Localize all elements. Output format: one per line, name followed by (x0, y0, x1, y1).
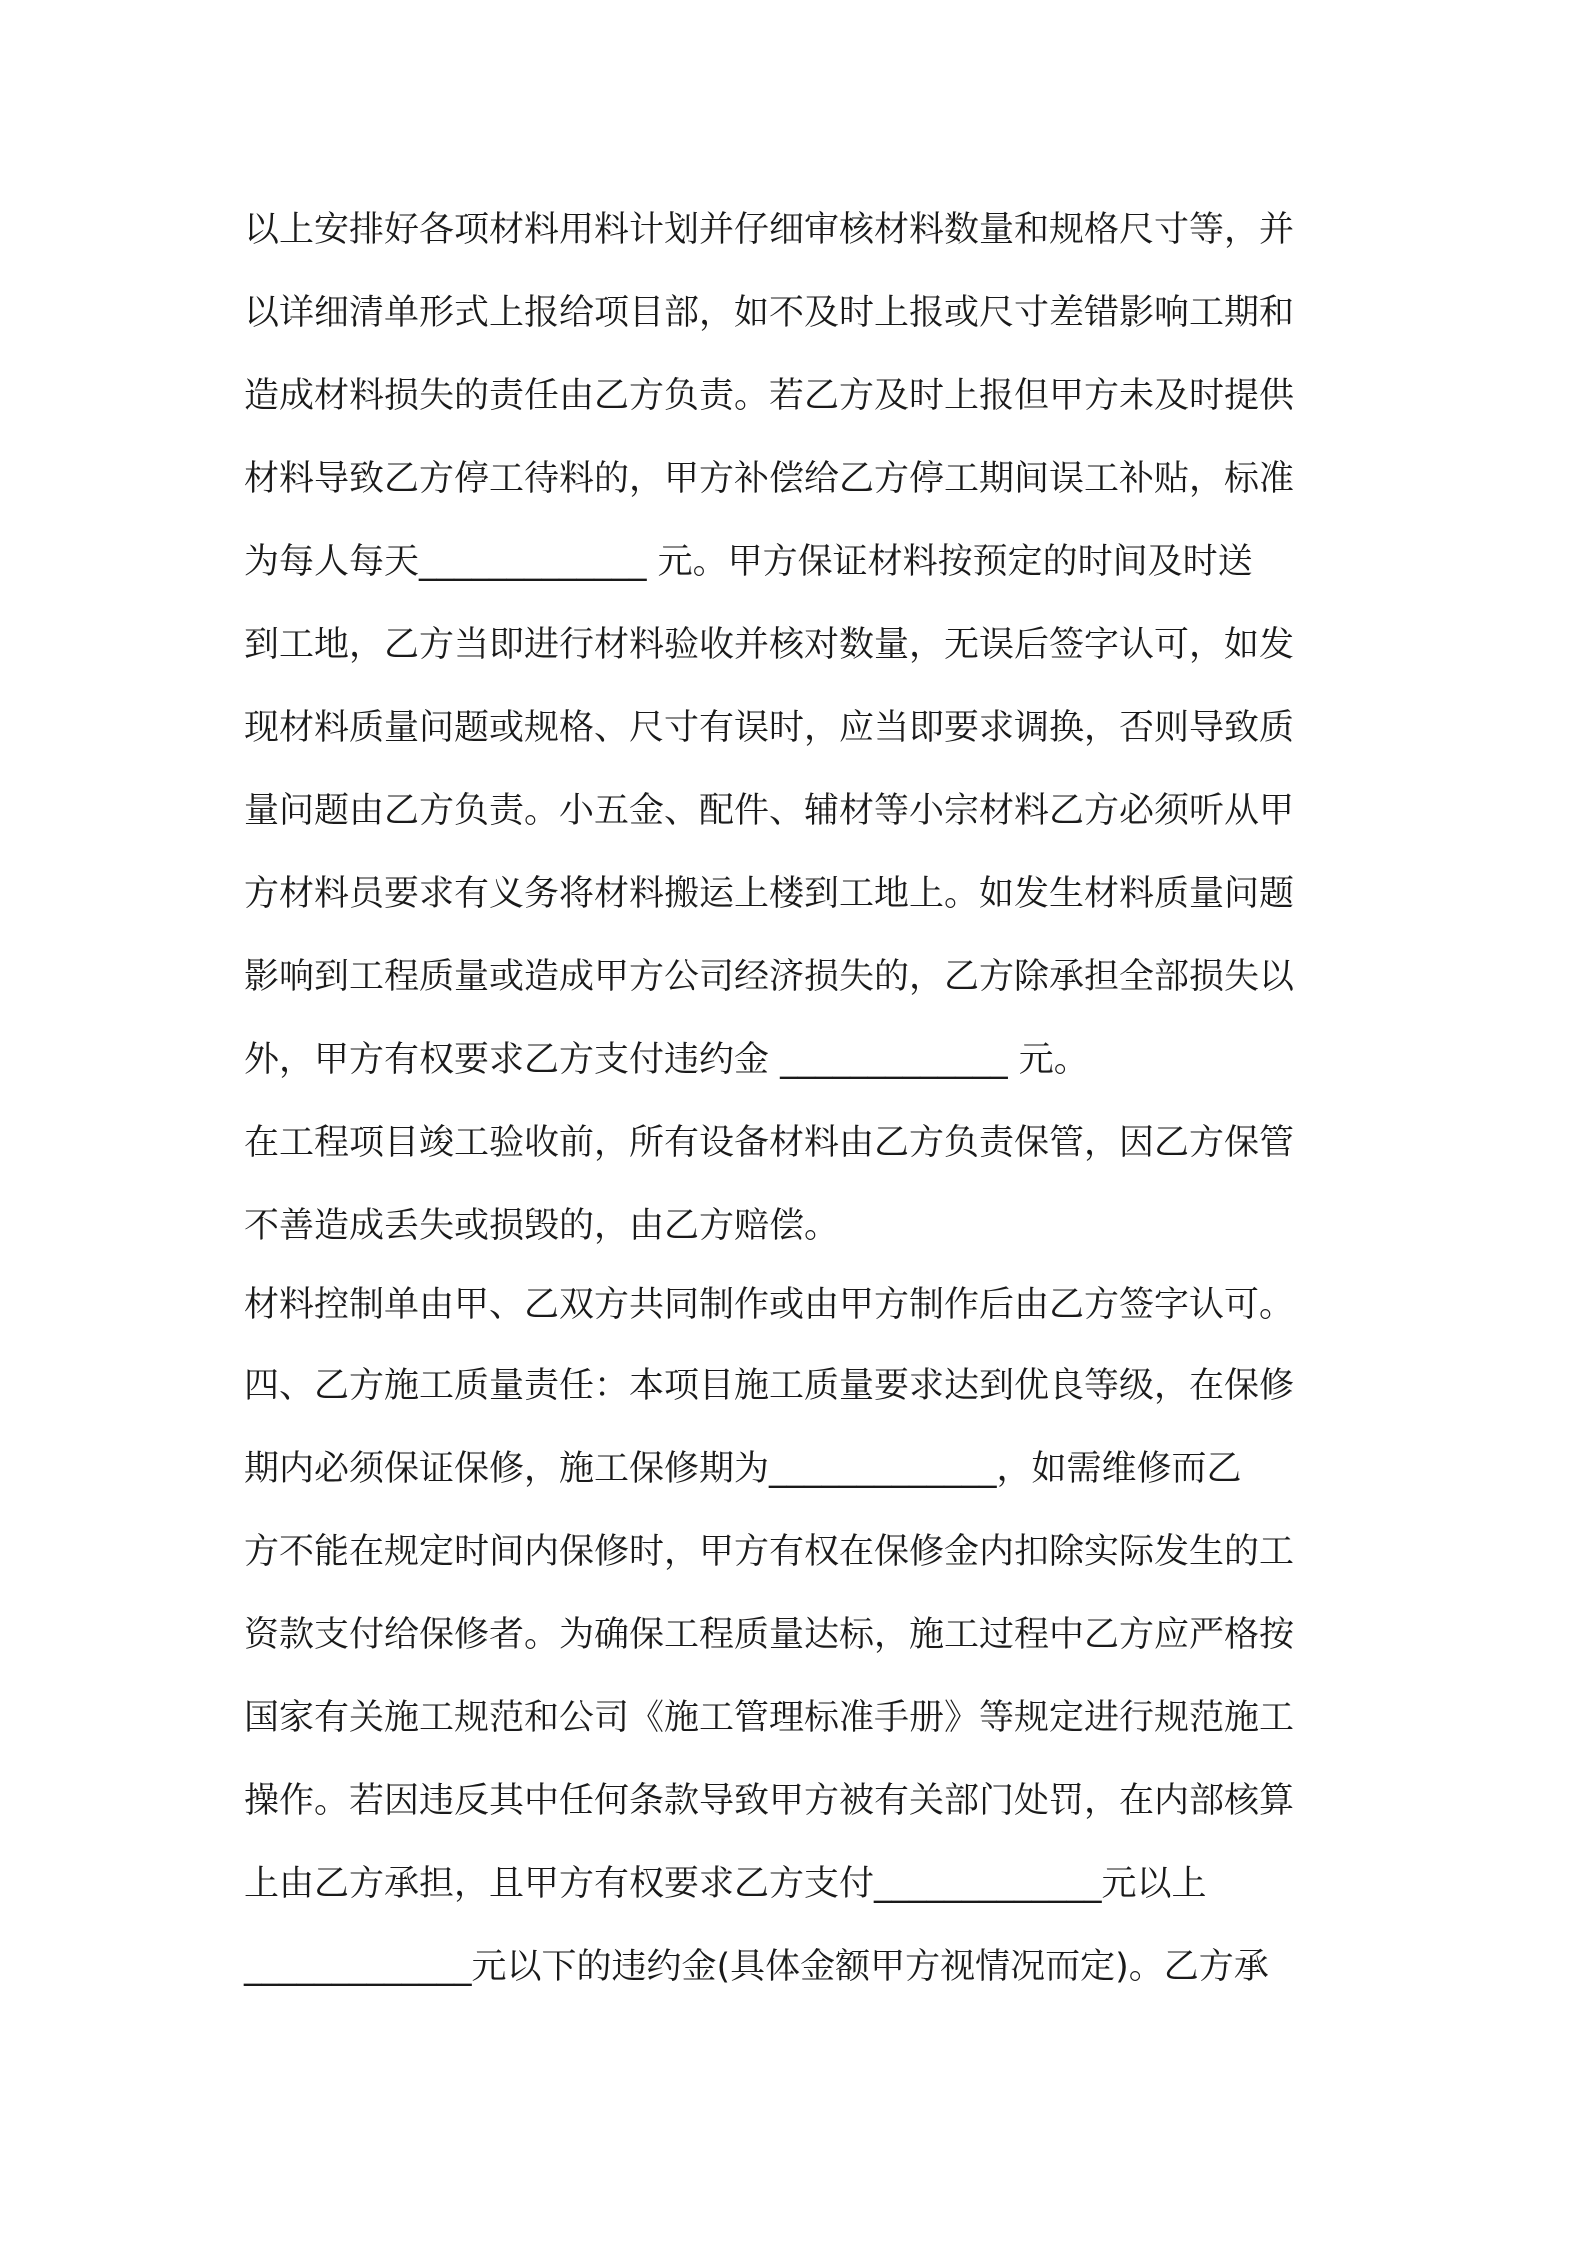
text-line: _____________元以下的违约金(具体金额甲方视情况而定)。乙方承 (244, 1947, 1269, 1987)
text-line: 资款支付给保修者。为确保工程质量达标，施工过程中乙方应严格按 (244, 1615, 1295, 1655)
text-line: 影响到工程质量或造成甲方公司经济损失的，乙方除承担全部损失以 (244, 957, 1295, 997)
text-line: 外，甲方有权要求乙方支付违约金 _____________ 元。 (244, 1040, 1089, 1080)
text-line: 期内必须保证保修，施工保修期为_____________，如需维修而乙 (244, 1449, 1242, 1489)
text-line: 方材料员要求有义务将材料搬运上楼到工地上。如发生材料质量问题 (244, 874, 1295, 914)
text-line: 以上安排好各项材料用料计划并仔细审核材料数量和规格尺寸等，并 (244, 210, 1295, 250)
text-line: 上由乙方承担，且甲方有权要求乙方支付_____________元以上 (244, 1864, 1207, 1904)
text-line: 到工地，乙方当即进行材料验收并核对数量，无误后签字认可，如发 (244, 625, 1295, 665)
text-line: 方不能在规定时间内保修时，甲方有权在保修金内扣除实际发生的工 (244, 1532, 1295, 1572)
text-line: 量问题由乙方负责。小五金、配件、辅材等小宗材料乙方必须听从甲 (244, 791, 1295, 831)
text-line: 四、乙方施工质量责任：本项目施工质量要求达到优良等级，在保修 (244, 1366, 1295, 1406)
text-line: 在工程项目竣工验收前，所有设备材料由乙方负责保管，因乙方保管 (244, 1123, 1295, 1163)
text-line: 以详细清单形式上报给项目部，如不及时上报或尺寸差错影响工期和 (244, 293, 1295, 333)
text-line: 为每人每天_____________ 元。甲方保证材料按预定的时间及时送 (244, 542, 1253, 582)
text-line: 操作。若因违反其中任何条款导致甲方被有关部门处罚，在内部核算 (244, 1781, 1295, 1821)
text-line: 国家有关施工规范和公司《施工管理标准手册》等规定进行规范施工 (244, 1698, 1295, 1738)
text-line: 现材料质量问题或规格、尺寸有误时，应当即要求调换，否则导致质 (244, 708, 1295, 748)
text-line: 材料控制单由甲、乙双方共同制作或由甲方制作后由乙方签字认可。 (244, 1285, 1295, 1325)
text-line: 造成材料损失的责任由乙方负责。若乙方及时上报但甲方未及时提供 (244, 376, 1295, 416)
text-line: 不善造成丢失或损毁的，由乙方赔偿。 (244, 1206, 840, 1246)
text-line: 材料导致乙方停工待料的，甲方补偿给乙方停工期间误工补贴，标准 (244, 459, 1295, 499)
